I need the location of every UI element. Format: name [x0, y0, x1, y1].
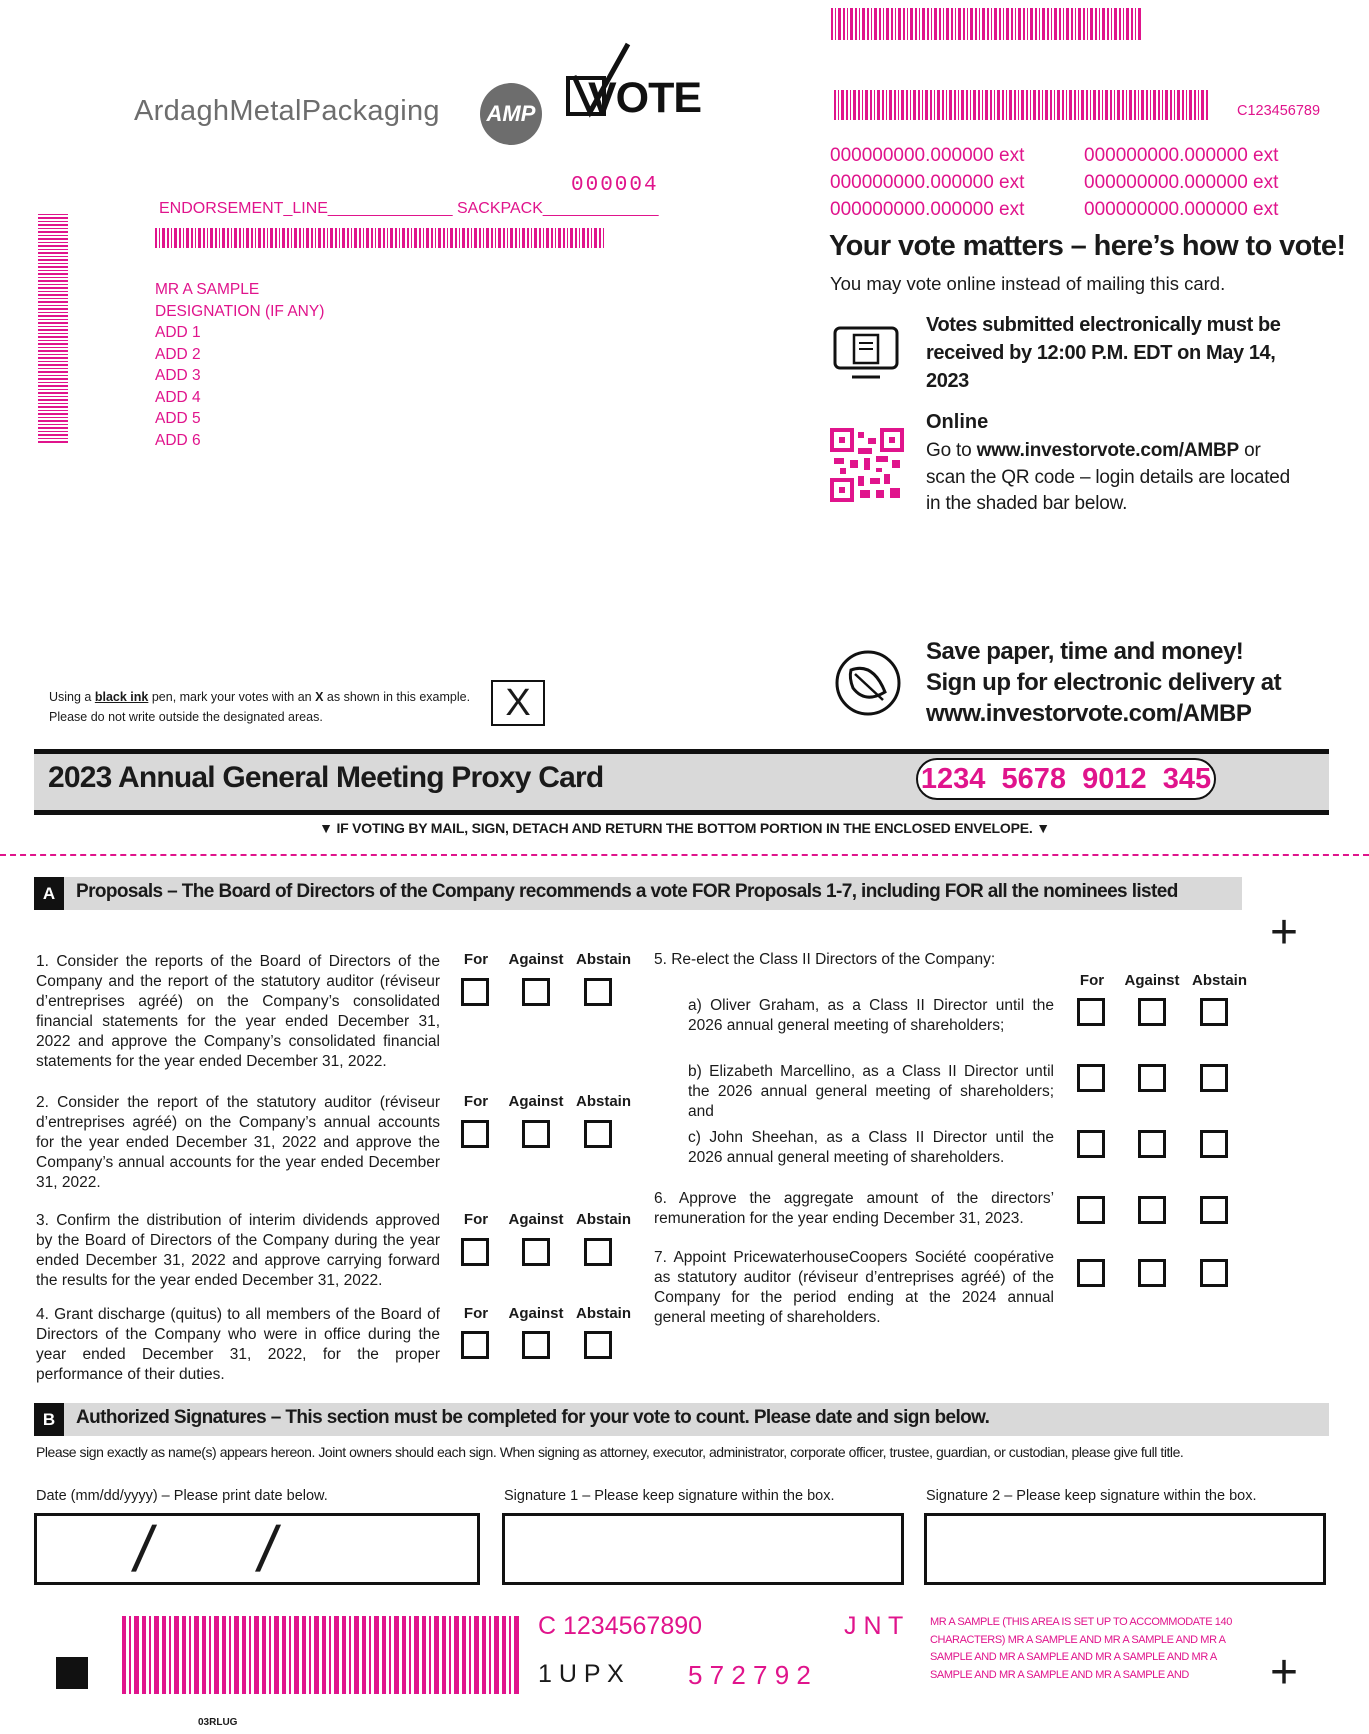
- footer-upx: 1 U P X: [538, 1660, 624, 1688]
- vote-logo-text: VOTE: [588, 74, 702, 122]
- marking-line-1: Using a black ink pen, mark your votes with an X as shown in this example.: [49, 690, 471, 704]
- brand-name: ArdaghMetalPackaging: [134, 95, 440, 127]
- proposal-3-against-checkbox[interactable]: [522, 1238, 550, 1266]
- barcode-control: [834, 90, 1208, 120]
- down-triangle-icon: ▼: [319, 820, 333, 836]
- control-id: C123456789: [1237, 103, 1321, 119]
- registration-square: [56, 1657, 88, 1689]
- proposal-5b-against-checkbox[interactable]: [1138, 1064, 1166, 1092]
- proxy-card-title: 2023 Annual General Meeting Proxy Card: [48, 761, 604, 794]
- postal-barcode: [155, 228, 605, 248]
- proposal-7-abstain-checkbox[interactable]: [1200, 1259, 1228, 1287]
- signature-1-label: Signature 1 – Please keep signature within the box.: [504, 1488, 835, 1504]
- mailing-address: [155, 279, 324, 451]
- vote-column-headers: For Against Abstain: [1079, 972, 1248, 989]
- signature-2-field[interactable]: [924, 1513, 1326, 1585]
- proposal-5a-abstain-checkbox[interactable]: [1200, 998, 1228, 1026]
- address-line: ADD 1: [155, 324, 201, 341]
- proposal-2-against-checkbox[interactable]: [522, 1120, 550, 1148]
- proposal-4-abstain-checkbox[interactable]: [584, 1331, 612, 1359]
- signature-2-label: Signature 2 – Please keep signature within the box.: [926, 1488, 1257, 1504]
- proposal-4: 4. Grant discharge (quitus) to all members of the Board of Directors of the Company who were in office during the year ended December 31, 2022, for the proper performance of their duties.: [36, 1306, 440, 1383]
- save-paper-url[interactable]: www.investorvote.com/AMBP: [926, 700, 1252, 727]
- save-paper-block: [926, 636, 1281, 729]
- section-b-title: Authorized Signatures – This section must be completed for your vote to count. Please date and sign below.: [76, 1407, 990, 1428]
- proposal-5c-against-checkbox[interactable]: [1138, 1130, 1166, 1158]
- save-paper-heading: Save paper, time and money!: [926, 638, 1244, 665]
- footer-account-code: C 1234567890: [538, 1612, 703, 1640]
- plus-mark-icon: +: [1270, 906, 1299, 959]
- proposal-4-for-checkbox[interactable]: [461, 1331, 489, 1359]
- footer-sample-text: MR A SAMPLE (THIS AREA IS SET UP TO ACCOMMODATE 140 CHARACTERS) MR A SAMPLE AND MR A SAMPLE AND MR A SAMPLE AND MR A SAMPLE AND MR A SAMPLE AND MR A SAMPLE AND MR A SAMPLE AND MR A SAMPLE AND: [930, 1616, 1232, 1681]
- proposal-5c-abstain-checkbox[interactable]: [1200, 1130, 1228, 1158]
- qr-code-icon: [830, 428, 904, 507]
- address-line: ADD 4: [155, 388, 201, 406]
- marking-instructions: [49, 687, 470, 727]
- proposal-6-against-checkbox[interactable]: [1138, 1196, 1166, 1224]
- date-field[interactable]: [34, 1513, 480, 1585]
- proposal-5a-against-checkbox[interactable]: [1138, 998, 1166, 1026]
- proposal-7: 7. Appoint PricewaterhouseCoopers Société coopérative as statutory auditor (réviseur d’entreprises agréé) of the Company for the period ending at the 2024 annual general meeting of shareholders.: [654, 1249, 1054, 1326]
- footer-jnt: J N T: [844, 1612, 904, 1640]
- date-slash: /: [252, 1513, 284, 1585]
- ext-numbers-left: [830, 142, 1024, 223]
- address-line: ADD 5: [155, 410, 201, 427]
- date-label: Date (mm/dd/yyyy) – Please print date below.: [36, 1488, 328, 1504]
- detach-notice: [0, 820, 1369, 836]
- proposal-7-against-checkbox[interactable]: [1138, 1259, 1166, 1287]
- proposal-2-for-checkbox[interactable]: [461, 1120, 489, 1148]
- ext-number: 000000000.000000 ext: [830, 199, 1025, 220]
- proposal-3-abstain-checkbox[interactable]: [584, 1238, 612, 1266]
- marking-line-2: Please do not write outside the designated areas.: [49, 710, 323, 724]
- proposal-6: 6. Approve the aggregate amount of the directors’ remuneration for the year ending December 31, 2023.: [654, 1190, 1055, 1227]
- ext-number: 000000000.000000 ext: [830, 145, 1025, 166]
- electronic-deadline: Votes submitted electronically must be received by 12:00 P.M. EDT on May 14, 2023: [926, 314, 1281, 392]
- proposal-5c: c) John Sheehan, as a Class II Director until the 2026 annual general meeting of shareholders.: [688, 1129, 1054, 1166]
- proposal-1-abstain-checkbox[interactable]: [584, 978, 612, 1006]
- address-line: ADD 3: [155, 367, 201, 384]
- proposal-5b-for-checkbox[interactable]: [1077, 1064, 1105, 1092]
- vote-column-headers: For Against Abstain: [463, 1305, 632, 1322]
- proposal-2-abstain-checkbox[interactable]: [584, 1120, 612, 1148]
- address-line: DESIGNATION (IF ANY): [155, 302, 325, 320]
- example-mark-box: [491, 680, 545, 726]
- online-instructions: [926, 438, 1296, 518]
- proposal-5b-abstain-checkbox[interactable]: [1200, 1064, 1228, 1092]
- amp-logo-icon: [480, 83, 542, 145]
- ext-number: 000000000.000000 ext: [1084, 199, 1279, 220]
- vertical-barcode: [38, 213, 68, 443]
- section-a-title: Proposals – The Board of Directors of the Company recommends a vote FOR Proposals 1-7, including FOR all the nominees listed: [76, 881, 1178, 902]
- down-triangle-icon: ▼: [1036, 820, 1050, 836]
- online-url-link[interactable]: www.investorvote.com/AMBP: [976, 440, 1240, 461]
- ext-number: 000000000.000000 ext: [1084, 172, 1279, 193]
- address-line: ADD 6: [155, 431, 201, 449]
- proposal-3: 3. Confirm the distribution of interim dividends approved by the Board of Directors of the Company during the year ended December 31, 2022 and approve carrying forward the results for the year ended December 31, 2022.: [36, 1212, 440, 1289]
- ext-numbers-right: [1084, 142, 1278, 223]
- vote-column-headers: For Against Abstain: [463, 951, 632, 968]
- address-line: MR A SAMPLE: [155, 281, 260, 298]
- proposal-4-against-checkbox[interactable]: [522, 1331, 550, 1359]
- vote-subheading: You may vote online instead of mailing this card.: [830, 273, 1226, 294]
- proposal-5c-for-checkbox[interactable]: [1077, 1130, 1105, 1158]
- footer-number: 5 7 2 7 9 2: [688, 1660, 811, 1690]
- vote-logo: [566, 40, 702, 125]
- endorsement-line: ENDORSEMENT_LINE______________ SACKPACK_____________: [159, 200, 659, 217]
- footer-barcode: [122, 1616, 522, 1694]
- proposal-5-intro: 5. Re-elect the Class II Directors of the Company:: [654, 951, 996, 968]
- plus-mark-icon: +: [1270, 1646, 1299, 1699]
- signature-1-field[interactable]: [502, 1513, 904, 1585]
- section-a-letter: A: [34, 877, 64, 910]
- amp-logo-text: AMP: [486, 101, 536, 126]
- proposal-3-for-checkbox[interactable]: [461, 1238, 489, 1266]
- ext-number: 000000000.000000 ext: [1084, 145, 1279, 166]
- proposal-2: 2. Consider the report of the statutory auditor (réviseur d’entreprises agréé) on the Company’s annual accounts for the year ended December 31, 2022 and approve the Company’s annual accounts for the year ended December 31, 2022.: [36, 1094, 441, 1191]
- vote-heading: Your vote matters – here’s how to vote!: [829, 230, 1346, 262]
- signing-instructions: Please sign exactly as name(s) appears hereon. Joint owners should each sign. When signing as attorney, executor, administrator, corporate officer, trustee, guardian, or custodian, please give full title.: [36, 1444, 1184, 1460]
- online-text-pre: Go to: [926, 440, 977, 461]
- leaf-icon: [833, 648, 903, 723]
- address-line: ADD 2: [155, 345, 201, 363]
- proposal-7-for-checkbox[interactable]: [1077, 1259, 1105, 1287]
- section-b-letter: B: [34, 1403, 64, 1436]
- online-text-post: or scan the QR code – login details are located in the shaded bar below.: [926, 440, 1291, 514]
- detach-notice-text: IF VOTING BY MAIL, SIGN, DETACH AND RETURN THE BOTTOM PORTION IN THE ENCLOSED ENVELOPE.: [336, 820, 1033, 836]
- proposal-5b: b) Elizabeth Marcellino, as a Class II Director until the 2026 annual general meeting of shareholders; and: [688, 1063, 1054, 1120]
- save-paper-signup: Sign up for electronic delivery at: [926, 669, 1282, 696]
- vote-column-headers: For Against Abstain: [463, 1211, 632, 1228]
- ext-number: 000000000.000000 ext: [830, 172, 1025, 193]
- sequence-number: 000004: [571, 174, 659, 197]
- example-x-mark: X: [505, 682, 531, 724]
- barcode-top: [831, 8, 1141, 40]
- form-code: 03RLUG: [198, 1717, 238, 1728]
- proposal-5a-for-checkbox[interactable]: [1077, 998, 1105, 1026]
- proposal-6-for-checkbox[interactable]: [1077, 1196, 1105, 1224]
- control-number: 1234 5678 9012 345: [916, 758, 1216, 800]
- proposal-5a: a) Oliver Graham, as a Class II Director until the 2026 annual general meeting of shareholders;: [688, 997, 1055, 1034]
- proposal-1: 1. Consider the reports of the Board of Directors of the Company and the report of the statutory auditor (réviseur d’entreprises agréé) on the Company’s consolidated financial statements for the year ended December 31, 2022 and approve the Company’s consolidated financial statements for the year ended December 31, 2022.: [36, 953, 440, 1070]
- proposal-1-for-checkbox[interactable]: [461, 978, 489, 1006]
- proposal-1-against-checkbox[interactable]: [522, 978, 550, 1006]
- date-slash: /: [128, 1513, 160, 1585]
- vote-column-headers: For Against Abstain: [463, 1093, 632, 1110]
- online-title: Online: [926, 411, 989, 433]
- computer-icon: [832, 325, 902, 388]
- tear-line: [0, 854, 1369, 856]
- proposal-6-abstain-checkbox[interactable]: [1200, 1196, 1228, 1224]
